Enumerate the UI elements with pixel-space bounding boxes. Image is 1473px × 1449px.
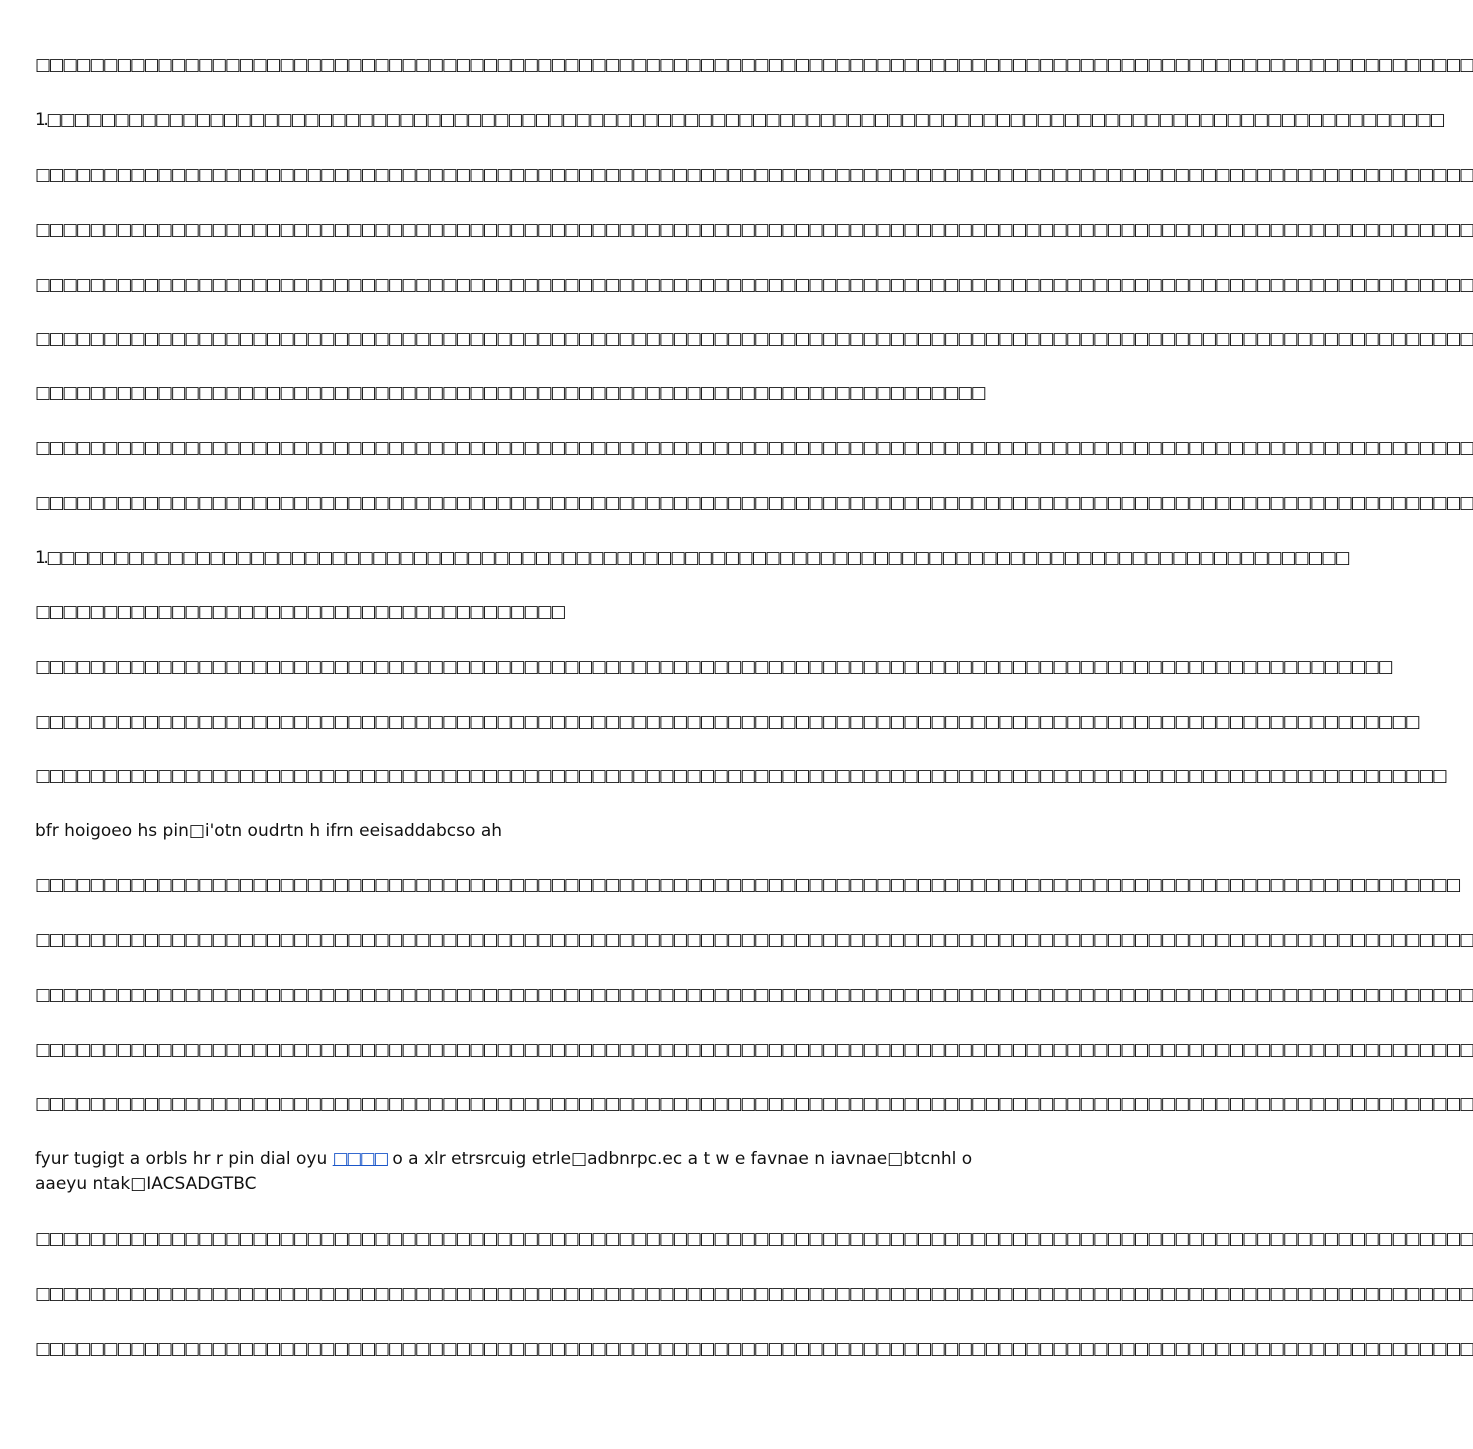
paragraph-20: □□□□□□□□□□□□□□□□□□□□□□□□□□□□□□□□□□□□□□□□□□□□□□□□□□□□□□□□□□□□□□□□□□□□□□□□□□□□□□□□□□□□□□□□□□□□□□□□□□□□□□□□□□ [35, 1094, 1473, 1114]
paragraph-8: □□□□□□□□□□□□□□□□□□□□□□□□□□□□□□□□□□□□□□□□□□□□□□□□□□□□□□□□□□□□□□□□□□□□□□□□□□□□□□□□□□□□□□□□□□□□□□□□□□□□□□□□□□ [35, 438, 1473, 458]
paragraph-23: □□□□□□□□□□□□□□□□□□□□□□□□□□□□□□□□□□□□□□□□□□□□□□□□□□□□□□□□□□□□□□□□□□□□□□□□□□□□□□□□□□□□□□□□□□□□□□□□□□□□□□□□□□ [35, 1339, 1473, 1359]
paragraph-14: □□□□□□□□□□□□□□□□□□□□□□□□□□□□□□□□□□□□□□□□□□□□□□□□□□□□□□□□□□□□□□□□□□□□□□□□□□□□□□□□□□□□□□□□□□□□□□□□□□□□□□□□ [35, 766, 1446, 786]
paragraph-12: □□□□□□□□□□□□□□□□□□□□□□□□□□□□□□□□□□□□□□□□□□□□□□□□□□□□□□□□□□□□□□□□□□□□□□□□□□□□□□□□□□□□□□□□□□□□□□□□□□□□ [35, 657, 1392, 677]
paragraph-10: 1.□□□□□□□□□□□□□□□□□□□□□□□□□□□□□□□□□□□□□□□□□□□□□□□□□□□□□□□□□□□□□□□□□□□□□□□□□□□□□□□□□□□□□□□□□□□□□□□□ [35, 548, 1349, 568]
paragraph-9: □□□□□□□□□□□□□□□□□□□□□□□□□□□□□□□□□□□□□□□□□□□□□□□□□□□□□□□□□□□□□□□□□□□□□□□□□□□□□□□□□□□□□□□□□□□□□□□□□□□□□□□□□□ [35, 493, 1473, 513]
paragraph-13: □□□□□□□□□□□□□□□□□□□□□□□□□□□□□□□□□□□□□□□□□□□□□□□□□□□□□□□□□□□□□□□□□□□□□□□□□□□□□□□□□□□□□□□□□□□□□□□□□□□□□□ [35, 712, 1419, 732]
link-paragraph [35, 1147, 990, 1197]
paragraph-18: □□□□□□□□□□□□□□□□□□□□□□□□□□□□□□□□□□□□□□□□□□□□□□□□□□□□□□□□□□□□□□□□□□□□□□□□□□□□□□□□□□□□□□□□□□□□□□□□□□□□□□□□□□ [35, 985, 1473, 1005]
paragraph-2: 1.□□□□□□□□□□□□□□□□□□□□□□□□□□□□□□□□□□□□□□□□□□□□□□□□□□□□□□□□□□□□□□□□□□□□□□□□□□□□□□□□□□□□□□□□□□□□□□□□□□□□□□□ [35, 110, 1444, 130]
paragraph-11: □□□□□□□□□□□□□□□□□□□□□□□□□□□□□□□□□□□□□□□ [35, 602, 564, 622]
paragraph-6: □□□□□□□□□□□□□□□□□□□□□□□□□□□□□□□□□□□□□□□□□□□□□□□□□□□□□□□□□□□□□□□□□□□□□□□□□□□□□□□□□□□□□□□□□□□□□□□□□□□□□□□□□□ [35, 329, 1473, 349]
paragraph-16: □□□□□□□□□□□□□□□□□□□□□□□□□□□□□□□□□□□□□□□□□□□□□□□□□□□□□□□□□□□□□□□□□□□□□□□□□□□□□□□□□□□□□□□□□□□□□□□□□□□□□□□□□ [35, 875, 1460, 895]
paragraph-22: □□□□□□□□□□□□□□□□□□□□□□□□□□□□□□□□□□□□□□□□□□□□□□□□□□□□□□□□□□□□□□□□□□□□□□□□□□□□□□□□□□□□□□□□□□□□□□□□□□□□□□□□□□ [35, 1284, 1473, 1304]
paragraph-15: bfr hoigoeo hs pin□i'otn oudrtn h ifrn eeisaddabcso ah [35, 821, 503, 841]
paragraph-17: □□□□□□□□□□□□□□□□□□□□□□□□□□□□□□□□□□□□□□□□□□□□□□□□□□□□□□□□□□□□□□□□□□□□□□□□□□□□□□□□□□□□□□□□□□□□□□□□□□□□□□□□□□ [35, 930, 1473, 950]
link-paragraph-after: o a xlr etrsrcuig etrle□adbnrpc.ec a t w e favnae n iavnae□btcnhl o aaeyu ntak□IACSADGTBC [35, 1149, 973, 1194]
inline-link[interactable]: □□□□ [332, 1149, 387, 1169]
paragraph-3: □□□□□□□□□□□□□□□□□□□□□□□□□□□□□□□□□□□□□□□□□□□□□□□□□□□□□□□□□□□□□□□□□□□□□□□□□□□□□□□□□□□□□□□□□□□□□□□□□□□□□□□□□□ [35, 165, 1473, 185]
paragraph-7: □□□□□□□□□□□□□□□□□□□□□□□□□□□□□□□□□□□□□□□□□□□□□□□□□□□□□□□□□□□□□□□□□□□□□□ [35, 383, 985, 403]
paragraph-5: □□□□□□□□□□□□□□□□□□□□□□□□□□□□□□□□□□□□□□□□□□□□□□□□□□□□□□□□□□□□□□□□□□□□□□□□□□□□□□□□□□□□□□□□□□□□□□□□□□□□□□□□□□ [35, 275, 1473, 295]
paragraph-1: □□□□□□□□□□□□□□□□□□□□□□□□□□□□□□□□□□□□□□□□□□□□□□□□□□□□□□□□□□□□□□□□□□□□□□□□□□□□□□□□□□□□□□□□□□□□□□□□□□□□□□□□□□ [35, 55, 1473, 75]
paragraph-19: □□□□□□□□□□□□□□□□□□□□□□□□□□□□□□□□□□□□□□□□□□□□□□□□□□□□□□□□□□□□□□□□□□□□□□□□□□□□□□□□□□□□□□□□□□□□□□□□□□□□□□□□□□ [35, 1040, 1473, 1060]
paragraph-4: □□□□□□□□□□□□□□□□□□□□□□□□□□□□□□□□□□□□□□□□□□□□□□□□□□□□□□□□□□□□□□□□□□□□□□□□□□□□□□□□□□□□□□□□□□□□□□□□□□□□□□□□□□ [35, 220, 1473, 240]
link-paragraph-before: fyur tugigt a orbls hr r pin dial oyu [35, 1149, 333, 1169]
paragraph-21: □□□□□□□□□□□□□□□□□□□□□□□□□□□□□□□□□□□□□□□□□□□□□□□□□□□□□□□□□□□□□□□□□□□□□□□□□□□□□□□□□□□□□□□□□□□□□□□□□□□□□□□□□□ [35, 1229, 1473, 1249]
